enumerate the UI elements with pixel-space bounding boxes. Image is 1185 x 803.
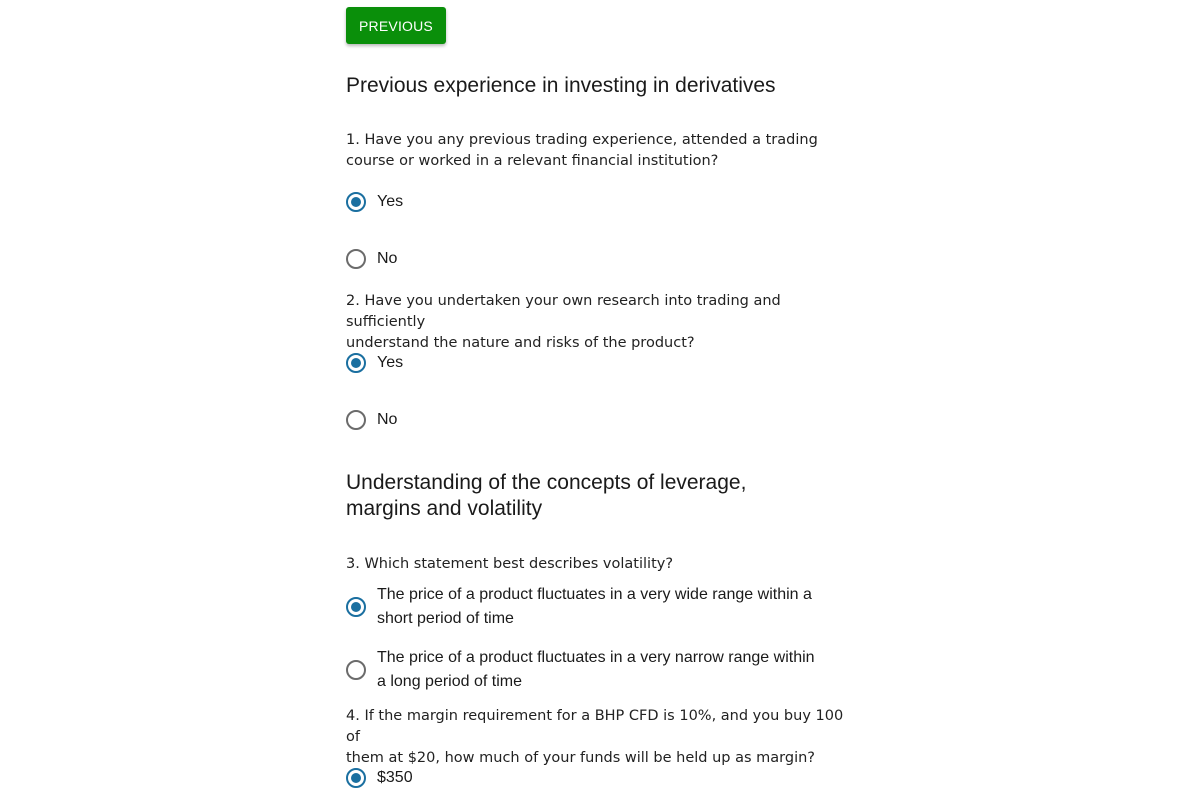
question-1-line-2: course or worked in a relevant financial institution?	[346, 153, 719, 169]
option-label	[377, 583, 827, 631]
question-3-option-narrow-range[interactable]	[346, 646, 827, 694]
option-label-line-2: a long period of time	[377, 673, 522, 690]
radio-selected-icon[interactable]	[346, 768, 366, 788]
question-2-option-yes[interactable]	[346, 351, 403, 375]
question-2-text	[346, 291, 851, 354]
question-1-line-1: 1. Have you any previous trading experience, attended a trading	[346, 132, 818, 148]
option-label: Yes	[377, 193, 404, 210]
section-title-line-1: Understanding of the concepts of leverage,	[346, 471, 747, 494]
section-title-experience: Previous experience in investing in derivatives	[346, 74, 776, 97]
question-2-option-no[interactable]	[346, 408, 397, 432]
question-4-line-1: 4. If the margin requirement for a BHP CFD is 10%, and you buy 100 of	[346, 708, 844, 745]
option-label: Yes	[377, 354, 404, 371]
question-3-text	[346, 554, 851, 575]
question-1-option-no[interactable]	[346, 247, 397, 271]
previous-button[interactable]: PREVIOUS	[346, 7, 446, 44]
question-2-line-2: understand the nature and risks of the product?	[346, 335, 695, 351]
question-3-option-wide-range[interactable]	[346, 583, 827, 631]
question-4-line-2: them at $20, how much of your funds will be held up as margin?	[346, 750, 815, 766]
question-4-option-350[interactable]	[346, 766, 413, 790]
question-3-line-1: 3. Which statement best describes volatility?	[346, 556, 674, 572]
option-label-line-2: short period of time	[377, 610, 514, 627]
option-label-line-1: The price of a product fluctuates in a very wide range within a	[377, 586, 812, 603]
radio-unselected-icon[interactable]	[346, 249, 366, 269]
question-2-line-1: 2. Have you undertaken your own research into trading and sufficiently	[346, 293, 781, 330]
radio-selected-icon[interactable]	[346, 597, 366, 617]
option-label: No	[377, 250, 398, 267]
radio-selected-icon[interactable]	[346, 192, 366, 212]
question-1-text	[346, 130, 851, 172]
option-label-line-1: The price of a product fluctuates in a very narrow range within	[377, 649, 815, 666]
radio-unselected-icon[interactable]	[346, 410, 366, 430]
section-title-leverage	[346, 470, 746, 522]
section-title-line-2: margins and volatility	[346, 497, 543, 520]
question-4-text	[346, 706, 851, 769]
option-label: $350	[377, 769, 413, 786]
question-1-option-yes[interactable]	[346, 190, 403, 214]
radio-unselected-icon[interactable]	[346, 660, 366, 680]
option-label	[377, 646, 827, 694]
radio-selected-icon[interactable]	[346, 353, 366, 373]
option-label: No	[377, 411, 398, 428]
